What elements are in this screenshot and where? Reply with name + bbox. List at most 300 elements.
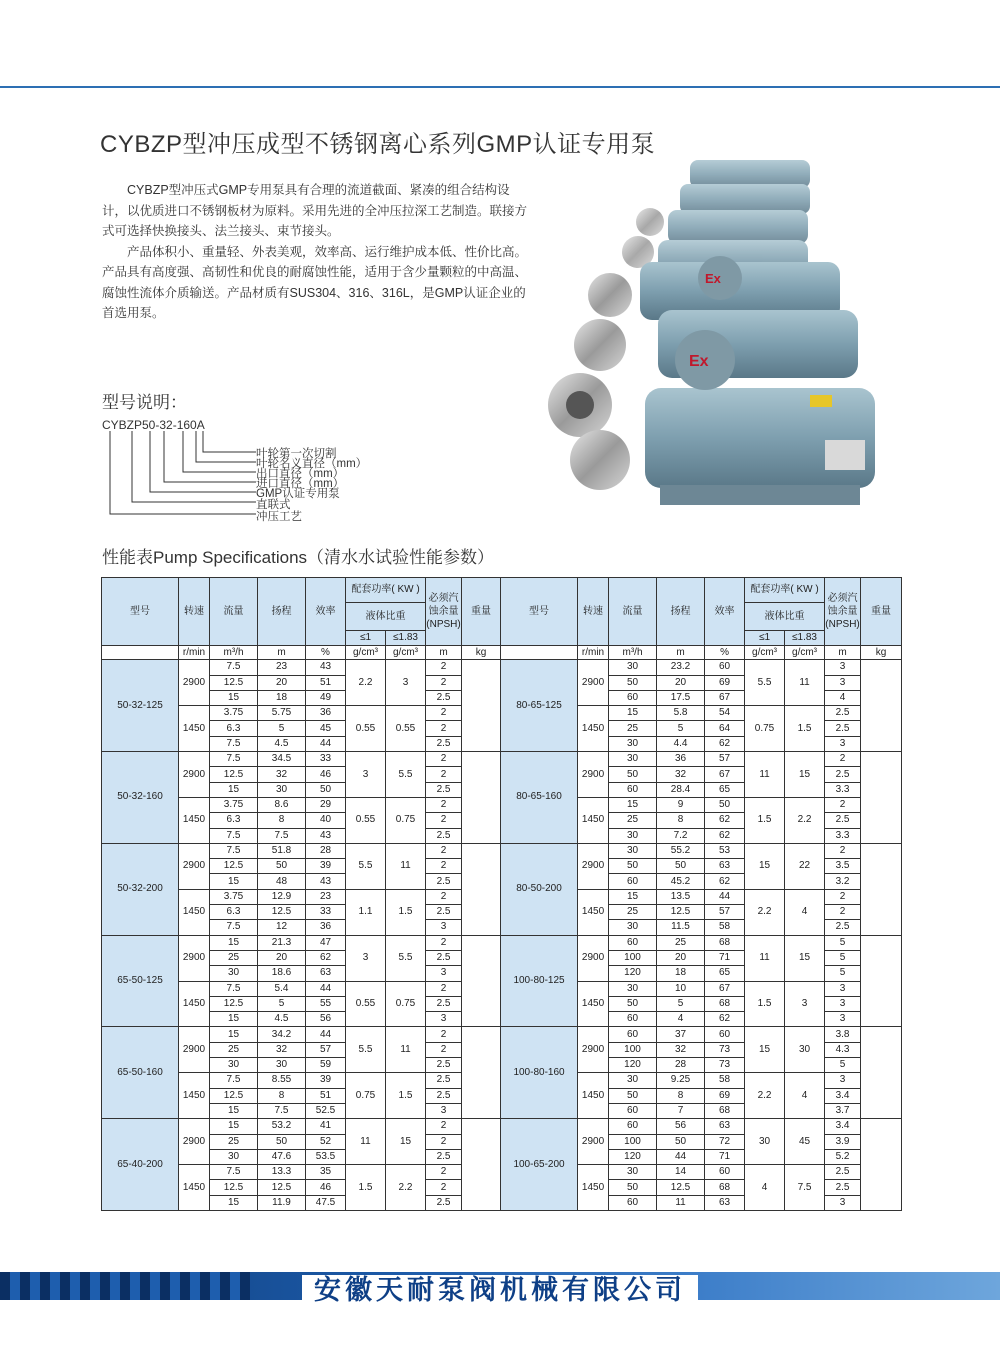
cell-flow: 30 — [609, 1165, 657, 1180]
cell-power-le183: 2.2 — [785, 797, 825, 843]
cell-power-le1: 0.75 — [745, 706, 785, 752]
unit-head: m — [657, 646, 705, 660]
cell-flow: 25 — [210, 1134, 258, 1149]
cell-power-le183: 15 — [785, 935, 825, 981]
cell-speed: 1450 — [578, 889, 609, 935]
cell-speed: 1450 — [179, 706, 210, 752]
cell-efficiency: 59 — [306, 1058, 346, 1073]
legend-item: 进口直径（mm） — [256, 478, 345, 490]
cell-speed: 2900 — [578, 660, 609, 706]
legend-item: GMP认证专用泵 — [256, 488, 340, 500]
cell-npsh: 2 — [426, 981, 462, 996]
cell-efficiency: 53.5 — [306, 1149, 346, 1164]
cell-power-le183: 3 — [386, 660, 426, 706]
cell-npsh: 2 — [426, 767, 462, 782]
cell-power-le1: 11 — [346, 1119, 386, 1165]
cell-npsh: 2 — [426, 1119, 462, 1134]
cell-flow: 60 — [609, 690, 657, 705]
cell-head: 55.2 — [657, 843, 705, 858]
cell-power-le1: 5.5 — [346, 1027, 386, 1073]
cell-head: 47.6 — [258, 1149, 306, 1164]
cell-npsh: 2.5 — [426, 905, 462, 920]
cell-efficiency: 67 — [705, 690, 745, 705]
cell-flow: 60 — [609, 1119, 657, 1134]
cell-speed: 1450 — [179, 1165, 210, 1211]
company-name — [0, 1268, 1000, 1307]
company-name-text: 安徽天耐泵阀机械有限公司 — [302, 1275, 698, 1305]
cell-head: 23 — [258, 660, 306, 675]
cell-power-le1: 1.1 — [346, 889, 386, 935]
cell-head: 12.9 — [258, 889, 306, 904]
cell-flow: 25 — [210, 1042, 258, 1057]
cell-head: 7 — [657, 1103, 705, 1118]
cell-npsh: 2.5 — [825, 813, 861, 828]
cell-efficiency: 60 — [705, 1165, 745, 1180]
cell-efficiency: 71 — [705, 1149, 745, 1164]
cell-npsh: 2 — [426, 752, 462, 767]
cell-power-le183: 4 — [785, 1073, 825, 1119]
header-weight: 重量 — [861, 578, 902, 646]
cell-npsh: 2.5 — [825, 920, 861, 935]
cell-head: 25 — [657, 935, 705, 950]
cell-weight — [861, 1027, 902, 1119]
cell-flow: 60 — [609, 874, 657, 889]
cell-flow: 15 — [210, 1103, 258, 1118]
cell-flow: 3.75 — [210, 889, 258, 904]
cell-npsh: 2.5 — [426, 1088, 462, 1103]
cell-power-le183: 0.75 — [386, 981, 426, 1027]
cell-flow: 6.3 — [210, 721, 258, 736]
unit-d2: g/cm³ — [386, 646, 426, 660]
cell-flow: 30 — [609, 736, 657, 751]
cell-efficiency: 43 — [306, 828, 346, 843]
cell-power-le183: 1.5 — [386, 1073, 426, 1119]
cell-npsh: 5 — [825, 966, 861, 981]
ex-badge: Ex — [705, 271, 721, 286]
cell-flow: 15 — [609, 706, 657, 721]
cell-flow: 7.5 — [210, 981, 258, 996]
header-density-le1: ≤1 — [745, 631, 785, 646]
cell-speed: 1450 — [578, 981, 609, 1027]
cell-npsh: 5 — [825, 1058, 861, 1073]
cell-efficiency: 57 — [705, 905, 745, 920]
cell-efficiency: 47.5 — [306, 1195, 346, 1210]
cell-efficiency: 41 — [306, 1119, 346, 1134]
cell-npsh: 2 — [825, 889, 861, 904]
cell-head: 4.5 — [258, 736, 306, 751]
cell-flow: 7.5 — [210, 752, 258, 767]
cell-head: 50 — [258, 1134, 306, 1149]
cell-head: 7.2 — [657, 828, 705, 843]
cell-npsh: 2 — [426, 706, 462, 721]
cell-speed: 2900 — [578, 843, 609, 889]
cell-head: 21.3 — [258, 935, 306, 950]
page-title: CYBZP型冲压成型不锈钢离心系列GMP认证专用泵 — [100, 131, 656, 158]
cell-weight — [462, 1119, 501, 1211]
cell-efficiency: 65 — [705, 966, 745, 981]
unit-flow: m³/h — [609, 646, 657, 660]
header-density-le1: ≤1 — [346, 631, 386, 646]
cell-flow: 15 — [210, 935, 258, 950]
cell-speed: 1450 — [578, 1073, 609, 1119]
cell-head: 11.5 — [657, 920, 705, 935]
cell-flow: 30 — [609, 1073, 657, 1088]
cell-efficiency: 68 — [705, 1180, 745, 1195]
cell-flow: 12.5 — [210, 767, 258, 782]
cell-head: 8 — [258, 1088, 306, 1103]
cell-efficiency: 63 — [705, 1195, 745, 1210]
header-density-le183: ≤1.83 — [785, 631, 825, 646]
cell-head: 4.4 — [657, 736, 705, 751]
cell-efficiency: 45 — [306, 721, 346, 736]
cell-weight — [462, 843, 501, 935]
cell-head: 51.8 — [258, 843, 306, 858]
cell-head: 50 — [657, 859, 705, 874]
cell-model: 65-50-160 — [102, 1027, 179, 1119]
cell-efficiency: 67 — [705, 767, 745, 782]
cell-power-le1: 2.2 — [346, 660, 386, 706]
cell-head: 34.5 — [258, 752, 306, 767]
cell-speed: 2900 — [179, 935, 210, 981]
cell-weight — [462, 660, 501, 752]
cell-efficiency: 47 — [306, 935, 346, 950]
cell-npsh: 2.5 — [426, 1149, 462, 1164]
cell-power-le1: 11 — [745, 752, 785, 798]
cell-head: 20 — [657, 950, 705, 965]
cell-flow: 30 — [609, 843, 657, 858]
cell-flow: 120 — [609, 1058, 657, 1073]
cell-npsh: 2 — [426, 721, 462, 736]
cell-efficiency: 69 — [705, 675, 745, 690]
cell-npsh: 2 — [825, 843, 861, 858]
cell-flow: 12.5 — [210, 1088, 258, 1103]
cell-flow: 50 — [609, 767, 657, 782]
cell-efficiency: 50 — [705, 797, 745, 812]
cell-flow: 3.75 — [210, 797, 258, 812]
cell-head: 18.6 — [258, 966, 306, 981]
cell-flow: 100 — [609, 1042, 657, 1057]
cell-weight — [861, 752, 902, 844]
cell-power-le183: 7.5 — [785, 1165, 825, 1211]
cell-head: 5.75 — [258, 706, 306, 721]
cell-power-le1: 3 — [346, 935, 386, 981]
cell-efficiency: 63 — [705, 859, 745, 874]
cell-npsh: 3 — [426, 966, 462, 981]
cell-npsh: 3.3 — [825, 828, 861, 843]
table-row — [102, 935, 902, 950]
cell-flow: 15 — [210, 690, 258, 705]
unit-npsh: m — [825, 646, 861, 660]
table-row — [102, 1119, 902, 1134]
cell-head: 12 — [258, 920, 306, 935]
cell-efficiency: 63 — [705, 1119, 745, 1134]
cell-model: 50-32-160 — [102, 752, 179, 844]
cell-head: 4.5 — [258, 1012, 306, 1027]
cell-efficiency: 35 — [306, 1165, 346, 1180]
cell-head: 20 — [657, 675, 705, 690]
cell-flow: 7.5 — [210, 1165, 258, 1180]
cell-flow: 30 — [210, 1149, 258, 1164]
cell-flow: 12.5 — [210, 859, 258, 874]
cell-flow: 25 — [609, 721, 657, 736]
header-flow: 流量 — [609, 578, 657, 646]
cell-efficiency: 43 — [306, 874, 346, 889]
cell-efficiency: 29 — [306, 797, 346, 812]
cell-efficiency: 53 — [705, 843, 745, 858]
cell-flow: 30 — [210, 1058, 258, 1073]
header-density-le183: ≤1.83 — [386, 631, 426, 646]
cell-power-le1: 1.5 — [745, 797, 785, 843]
cell-npsh: 3.2 — [825, 874, 861, 889]
cell-flow: 60 — [609, 782, 657, 797]
intro-paragraph: CYBZP型冲压式GMP专用泵具有合理的流道截面、紧凑的组合结构设计，以优质进口不锈钢板材为原料。采用先进的全冲压拉深工艺制造。联接方式可选择快换接头、法兰接头、束节接头。 — [102, 183, 528, 238]
cell-power-le1: 5.5 — [346, 843, 386, 889]
cell-npsh: 3 — [426, 920, 462, 935]
cell-flow: 60 — [609, 935, 657, 950]
cell-efficiency: 60 — [705, 660, 745, 675]
cell-head: 37 — [657, 1027, 705, 1042]
cell-flow: 7.5 — [210, 1073, 258, 1088]
cell-head: 12.5 — [657, 905, 705, 920]
cell-model: 80-65-160 — [501, 752, 578, 844]
cell-efficiency: 56 — [306, 1012, 346, 1027]
cell-efficiency: 58 — [705, 920, 745, 935]
cell-head: 20 — [258, 675, 306, 690]
cell-speed: 2900 — [578, 1119, 609, 1165]
cell-power-le183: 11 — [386, 1027, 426, 1073]
header-eff: 效率 — [705, 578, 745, 646]
cell-efficiency: 52 — [306, 1134, 346, 1149]
cell-head: 36 — [657, 752, 705, 767]
table-row — [102, 752, 902, 767]
cell-head: 9 — [657, 797, 705, 812]
cell-flow: 30 — [609, 660, 657, 675]
cell-power-le1: 0.55 — [346, 706, 386, 752]
cell-weight — [861, 1119, 902, 1211]
cell-efficiency: 62 — [705, 874, 745, 889]
unit-eff: % — [306, 646, 346, 660]
cell-weight — [861, 660, 902, 752]
cell-power-le1: 0.75 — [346, 1073, 386, 1119]
cell-flow: 100 — [609, 1134, 657, 1149]
cell-efficiency: 49 — [306, 690, 346, 705]
cell-model: 100-65-200 — [501, 1119, 578, 1211]
cell-power-le1: 2.2 — [745, 889, 785, 935]
cell-power-le1: 1.5 — [346, 1165, 386, 1211]
cell-model: 80-65-125 — [501, 660, 578, 752]
header-density: 液体比重 — [346, 603, 426, 631]
unit-d1: g/cm³ — [346, 646, 386, 660]
cell-power-le183: 5.5 — [386, 935, 426, 981]
header-npsh: 必须汽蚀余量(NPSH) — [426, 578, 462, 646]
cell-speed: 2900 — [179, 843, 210, 889]
cell-flow: 60 — [609, 1027, 657, 1042]
header-npsh: 必须汽蚀余量(NPSH) — [825, 578, 861, 646]
cell-power-le1: 11 — [745, 935, 785, 981]
cell-speed: 1450 — [179, 889, 210, 935]
cell-efficiency: 72 — [705, 1134, 745, 1149]
cell-flow: 15 — [210, 1119, 258, 1134]
cell-efficiency: 73 — [705, 1042, 745, 1057]
cell-efficiency: 62 — [306, 950, 346, 965]
unit-speed: r/min — [179, 646, 210, 660]
cell-head: 5 — [657, 996, 705, 1011]
cell-model: 50-32-125 — [102, 660, 179, 752]
cell-head: 11 — [657, 1195, 705, 1210]
cell-efficiency: 71 — [705, 950, 745, 965]
cell-flow: 60 — [609, 1012, 657, 1027]
cell-npsh: 2 — [426, 1165, 462, 1180]
cell-speed: 2900 — [578, 1027, 609, 1073]
cell-npsh: 2.5 — [825, 721, 861, 736]
cell-npsh: 2 — [825, 905, 861, 920]
cell-power-le1: 0.55 — [346, 981, 386, 1027]
unit-speed: r/min — [578, 646, 609, 660]
cell-efficiency: 55 — [306, 996, 346, 1011]
cell-head: 17.5 — [657, 690, 705, 705]
cell-power-le1: 1.5 — [745, 981, 785, 1027]
cell-npsh: 2 — [426, 1134, 462, 1149]
cell-power-le1: 0.55 — [346, 797, 386, 843]
cell-head: 5 — [258, 721, 306, 736]
cell-flow: 100 — [609, 950, 657, 965]
cell-flow: 50 — [609, 675, 657, 690]
cell-head: 53.2 — [258, 1119, 306, 1134]
cell-power-le183: 22 — [785, 843, 825, 889]
cell-npsh: 4 — [825, 690, 861, 705]
intro-paragraph: 产品体积小、重量轻、外表美观，效率高、运行维护成本低、性价比高。产品具有高度强、高韧性和优良的耐腐蚀性能，适用于含少量颗粒的中高温、腐蚀性流体介质输送。产品材质有SUS304、316、316L，是GMP认证企业的首选用泵。 — [102, 244, 528, 320]
cell-power-le183: 4 — [785, 889, 825, 935]
cell-efficiency: 39 — [306, 1073, 346, 1088]
cell-npsh: 2.5 — [426, 690, 462, 705]
cell-power-le1: 2.2 — [745, 1073, 785, 1119]
cell-flow: 60 — [609, 1195, 657, 1210]
intro-text — [102, 180, 532, 324]
unit-weight: kg — [462, 646, 501, 660]
cell-npsh: 3.9 — [825, 1134, 861, 1149]
header-power: 配套功率( KW ) — [346, 578, 426, 603]
cell-efficiency: 73 — [705, 1058, 745, 1073]
cell-power-le1: 5.5 — [745, 660, 785, 706]
cell-power-le183: 3 — [785, 981, 825, 1027]
cell-flow: 25 — [210, 950, 258, 965]
cell-head: 30 — [258, 782, 306, 797]
header-flow: 流量 — [210, 578, 258, 646]
cell-flow: 15 — [210, 874, 258, 889]
cell-weight — [462, 752, 501, 844]
cell-flow: 50 — [609, 859, 657, 874]
cell-npsh: 3.4 — [825, 1119, 861, 1134]
cell-power-le183: 0.55 — [386, 706, 426, 752]
cell-weight — [462, 1027, 501, 1119]
cell-head: 10 — [657, 981, 705, 996]
cell-speed: 1450 — [578, 706, 609, 752]
cell-npsh: 3 — [426, 1012, 462, 1027]
cell-head: 18 — [657, 966, 705, 981]
cell-head: 48 — [258, 874, 306, 889]
cell-head: 8 — [258, 813, 306, 828]
cell-npsh: 2 — [426, 1042, 462, 1057]
cell-npsh: 2.5 — [426, 736, 462, 751]
cell-flow: 50 — [609, 1088, 657, 1103]
cell-efficiency: 46 — [306, 767, 346, 782]
cell-efficiency: 33 — [306, 752, 346, 767]
cell-efficiency: 44 — [306, 1027, 346, 1042]
cell-power-le1: 30 — [745, 1119, 785, 1165]
cell-efficiency: 39 — [306, 859, 346, 874]
cell-flow: 15 — [210, 1027, 258, 1042]
cell-npsh: 3.7 — [825, 1103, 861, 1118]
cell-efficiency: 54 — [705, 706, 745, 721]
unit-head: m — [258, 646, 306, 660]
cell-head: 8 — [657, 1088, 705, 1103]
cell-head: 5 — [258, 996, 306, 1011]
cell-npsh: 2 — [825, 752, 861, 767]
cell-efficiency: 64 — [705, 721, 745, 736]
cell-npsh: 5.2 — [825, 1149, 861, 1164]
header-density: 液体比重 — [745, 603, 825, 631]
cell-head: 18 — [258, 690, 306, 705]
cell-npsh: 2 — [426, 843, 462, 858]
table-row — [102, 1027, 902, 1042]
cell-npsh: 2.5 — [825, 767, 861, 782]
cell-head: 28 — [657, 1058, 705, 1073]
cell-head: 8.55 — [258, 1073, 306, 1088]
legend-item: 叶轮名义直径（mm） — [256, 458, 368, 470]
cell-power-le183: 45 — [785, 1119, 825, 1165]
cell-head: 32 — [258, 767, 306, 782]
cell-head: 13.5 — [657, 889, 705, 904]
cell-speed: 2900 — [179, 752, 210, 798]
cell-head: 23.2 — [657, 660, 705, 675]
cell-npsh: 2.5 — [426, 874, 462, 889]
cell-npsh: 2 — [426, 859, 462, 874]
cell-efficiency: 44 — [306, 981, 346, 996]
table-row — [102, 843, 902, 858]
cell-flow: 7.5 — [210, 843, 258, 858]
cell-npsh: 2.5 — [426, 950, 462, 965]
cell-efficiency: 36 — [306, 920, 346, 935]
cell-speed: 2900 — [179, 660, 210, 706]
cell-flow: 30 — [609, 920, 657, 935]
cell-npsh: 2.5 — [426, 1195, 462, 1210]
cell-head: 5.8 — [657, 706, 705, 721]
cell-head: 56 — [657, 1119, 705, 1134]
cell-flow: 15 — [210, 1012, 258, 1027]
cell-power-le1: 4 — [745, 1165, 785, 1211]
cell-efficiency: 28 — [306, 843, 346, 858]
cell-flow: 12.5 — [210, 675, 258, 690]
cell-model: 50-32-200 — [102, 843, 179, 935]
cell-model: 65-50-125 — [102, 935, 179, 1027]
header-power: 配套功率( KW ) — [745, 578, 825, 603]
cell-npsh: 3 — [825, 736, 861, 751]
cell-efficiency: 62 — [705, 736, 745, 751]
cell-npsh: 2 — [825, 797, 861, 812]
cell-flow: 7.5 — [210, 828, 258, 843]
cell-npsh: 2.5 — [426, 1073, 462, 1088]
cell-efficiency: 40 — [306, 813, 346, 828]
header-model: 型号 — [501, 578, 578, 646]
cell-power-le183: 0.75 — [386, 797, 426, 843]
cell-npsh: 2 — [426, 1027, 462, 1042]
unit-npsh: m — [426, 646, 462, 660]
cell-flow: 30 — [609, 828, 657, 843]
legend-item: 出口直径（mm） — [256, 468, 345, 480]
cell-head: 20 — [258, 950, 306, 965]
cell-efficiency: 69 — [705, 1088, 745, 1103]
cell-speed: 1450 — [179, 1073, 210, 1119]
